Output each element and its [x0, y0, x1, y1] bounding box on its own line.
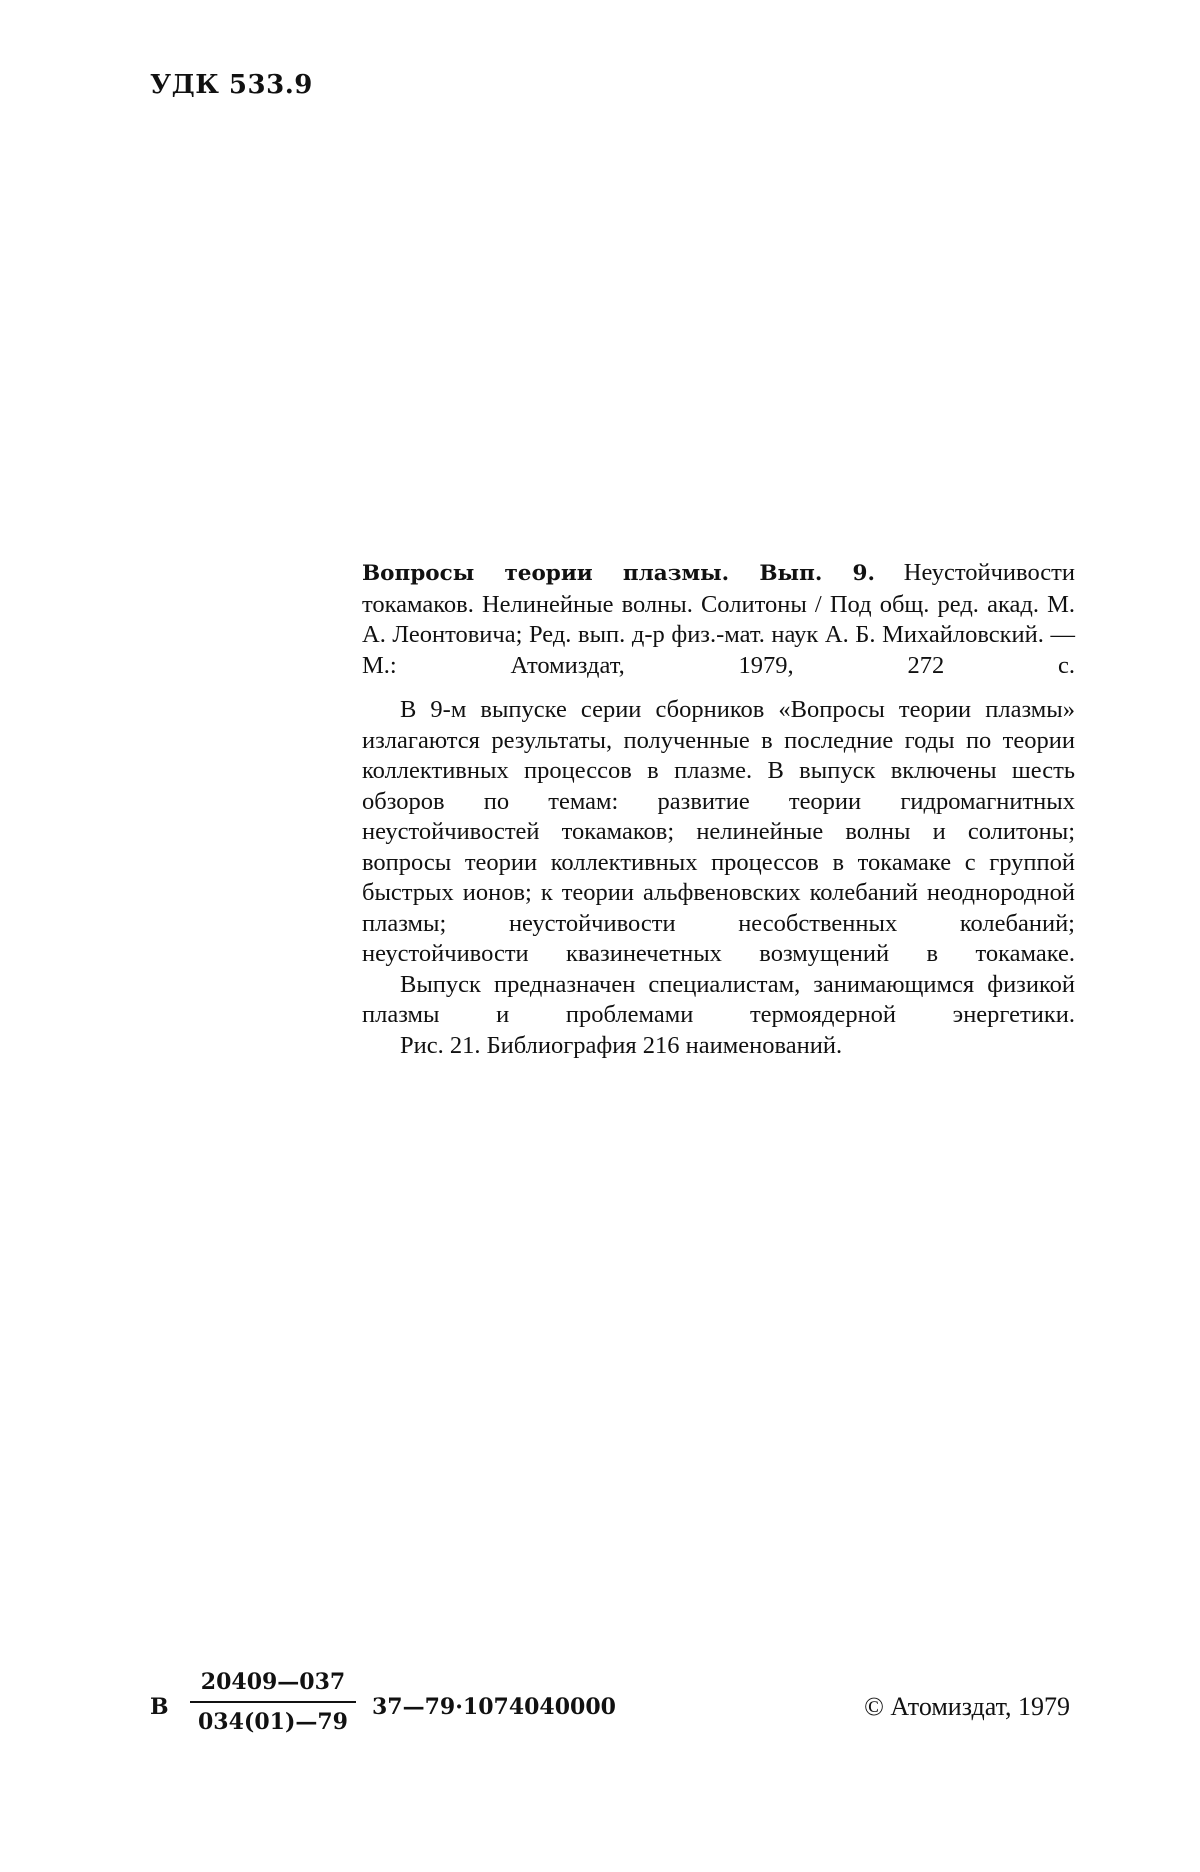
annotation-paragraph: В 9-м выпуске серии сборников «Вопросы теории плазмы» излагаются результаты, полученные в последние годы по теории коллективных процессов в плазме. В выпуск включены шесть обзоров по темам: развитие теории гидромагнитных неустойчивостей токамаков; нелинейные волны и солитоны; вопросы теории коллективных процессов в токамаке с группой быстрых ионов; к теории альфвеновских колебаний неоднородной плазмы; неустойчивости несобственных колебаний; неустойчивости квазинечетных возмущений в токамаке. [362, 696, 1075, 967]
bibliographic-details: Неустойчивости токамаков. Нелинейные волны. Солитоны / Под общ. ред. акад. М. А. Леонтовича; Ред. вып. д-р физ.-мат. наук А. Б. Михайловский. — М.: Атомиздат, 1979, 272 с. [362, 559, 1075, 679]
publication-index [150, 1666, 1070, 1746]
copyright-notice: © Атомиздат, 1979 [864, 1692, 1070, 1721]
index-letter: В [150, 1694, 169, 1720]
audience-paragraph: Выпуск предназначен специалистам, занимающимся физикой плазмы и проблемами термоядерной энергетики. [362, 970, 1075, 1028]
bibliographic-abstract [362, 558, 1075, 1061]
bibliographic-entry [362, 558, 1075, 681]
index-code: 37—79·1074040000 [372, 1694, 616, 1720]
fraction-line [190, 1701, 356, 1703]
book-title: Вопросы теории плазмы. Вып. 9. [362, 561, 875, 586]
udk-code: УДК 533.9 [150, 70, 313, 100]
index-denominator: 034(01)—79 [198, 1709, 348, 1735]
index-fraction [190, 1666, 356, 1738]
index-numerator: 20409—037 [200, 1669, 346, 1695]
figures-bibliography-note: Рис. 21. Библиография 216 наименований. [400, 1031, 843, 1059]
